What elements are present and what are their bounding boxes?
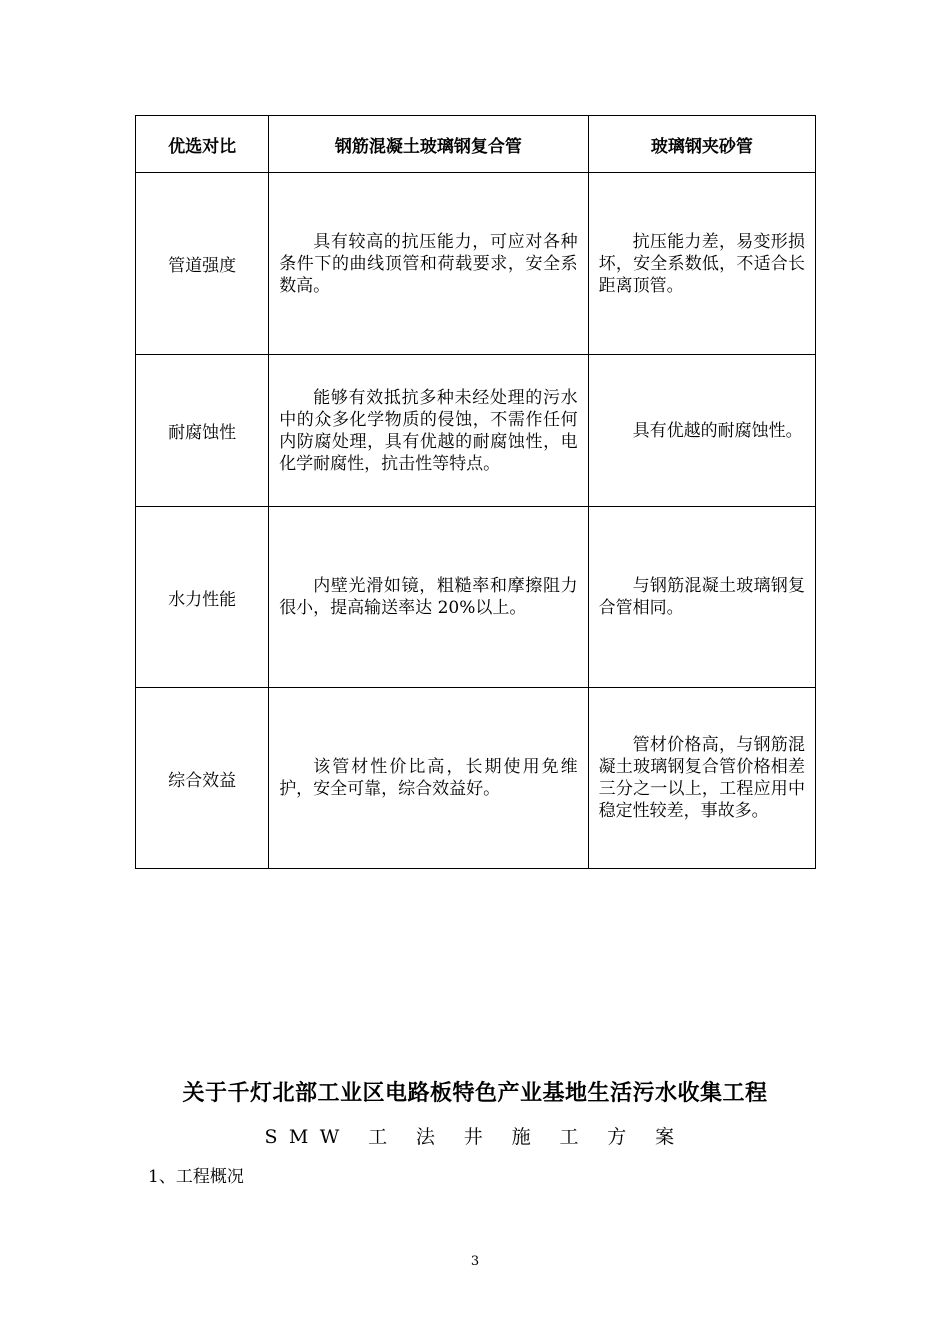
gfrp-description-cell: [588, 355, 815, 507]
header-gfrp-pipe: 玻璃钢夹砂管: [588, 116, 815, 173]
header-aspect: 优选对比: [136, 116, 269, 173]
aspect-cell: 综合效益: [136, 688, 269, 869]
rcp-description-cell: [269, 355, 588, 507]
document-subtitle: SMW 工 法 井 施 工 方 案: [264, 1126, 686, 1148]
gfrp-description-cell: [588, 507, 815, 688]
document-title: 关于千灯北部工业区电路板特色产业基地生活污水收集工程: [182, 1081, 768, 1106]
table-header-row: [136, 116, 816, 173]
header-rcp-pipe: 钢筋混凝土玻璃钢复合管: [269, 116, 588, 173]
table-row: [136, 507, 816, 688]
aspect-cell: 管道强度: [136, 173, 269, 355]
rcp-description-cell: [269, 507, 588, 688]
aspect-cell: 水力性能: [136, 507, 269, 688]
gfrp-description-cell: [588, 173, 815, 355]
rcp-description: 该管材性价比高，长期使用免维护，安全可靠，综合效益好。: [279, 757, 578, 799]
rcp-description: 内壁光滑如镜，粗糙率和摩擦阻力很小，提高输送率达 20%以上。: [279, 576, 578, 618]
comparison-table: [135, 115, 816, 869]
aspect-cell: 耐腐蚀性: [136, 355, 269, 507]
gfrp-description-cell: [588, 688, 815, 869]
rcp-description: 能够有效抵抗多种未经处理的污水中的众多化学物质的侵蚀，不需作任何内防腐处理，具有优越的耐腐蚀性，电化学耐腐性，抗击性等特点。: [279, 387, 578, 474]
rcp-description-cell: [269, 688, 588, 869]
page-number: 3: [470, 1254, 480, 1269]
rcp-description-cell: [269, 173, 588, 355]
gfrp-description: 管材价格高，与钢筋混凝土玻璃钢复合管价格相差三分之一以上，工程应用中稳定性较差，事故多。: [598, 735, 805, 821]
table-row: [136, 173, 816, 355]
gfrp-description: 具有优越的耐腐蚀性。: [632, 420, 803, 441]
rcp-description: 具有较高的抗压能力，可应对各种条件下的曲线顶管和荷载要求，安全系数高。: [279, 231, 578, 296]
section-heading: 1、工程概况: [148, 1167, 244, 1187]
gfrp-description: 抗压能力差，易变形损坏，安全系数低，不适合长距离顶管。: [598, 231, 805, 296]
gfrp-description: 与钢筋混凝土玻璃钢复合管相同。: [598, 576, 805, 618]
table-row: [136, 355, 816, 507]
table-row: [136, 688, 816, 869]
